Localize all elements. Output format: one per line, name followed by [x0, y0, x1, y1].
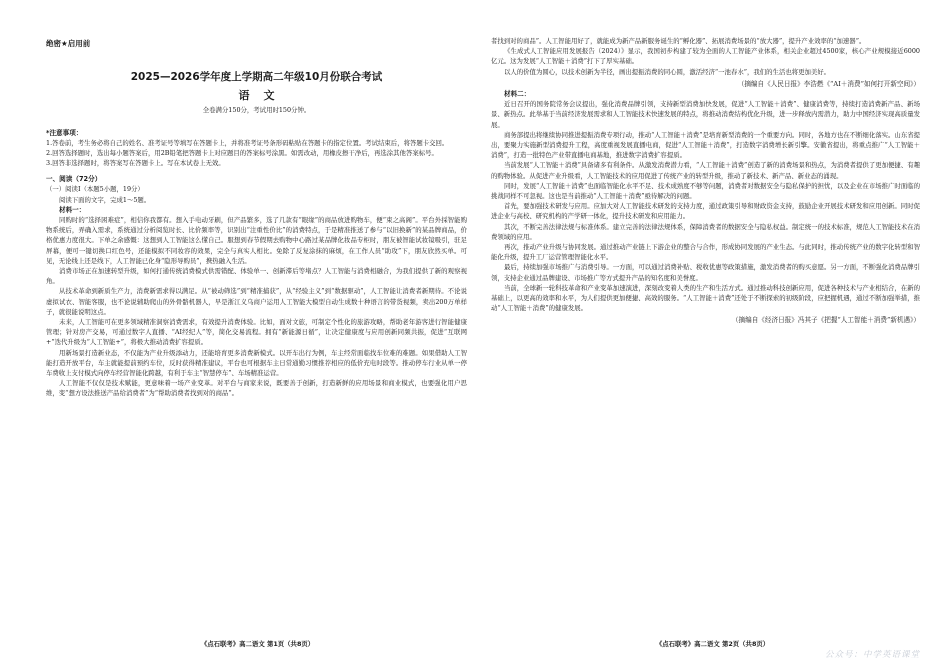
- notice-item: 2.回答选择题时，选出每小题答案后，用2B铅笔把答题卡上对应题目的答案标号涂黑。如需改动，用橡皮擦干净后，再选涂其他答案标号。: [46, 149, 438, 158]
- material-1-title: 材料一：: [59, 205, 86, 214]
- paragraph: 商务部提出将继续协同推进提振消费专项行动，推动“人工智能＋消费”是培育新型消费的一个重要方向。同时，各地方也在不断细化落实。山东省提出，要聚力实施新型消费提升工程，高度重视发展直播电商，促进“人工智能＋消费”，打造数字消费增长新引擎。安徽省提出，将重点推广“人工智能＋消费”，打造一批特色产业带直播电商基地，推进数字消费扩容提质。: [491, 130, 920, 160]
- paragraph: 最后，持续加强市场推广与消费引导。一方面，可以通过消费补贴、税收优惠等政策措施，激发消费者的购买意愿。另一方面，不断强化消费品牌引领，支持企业通过品牌建设、市场推广等方式提升产品的知名度和美誉度。: [491, 263, 920, 282]
- secret-label: 绝密★启用前: [46, 39, 91, 48]
- paragraph: 者找到对的商品”。人工智能用好了，就能成为新产品新服务诞生的“孵化器”、拓展消费场景的“放大器”，提升产业效率的“加速器”。: [491, 37, 866, 45]
- paragraph: 消费市场正在加速转型升级，如何打通传统消费模式供需错配、体验单一、创新滞后等堵点？人工智能与消费相融合，为我们提供了新的观察视角。: [46, 267, 467, 286]
- paragraph: 人工智能不仅仅是技术赋能，更意味着一场产业变革。对平台与商家来说，既要善于创新，打造新鲜的应用场景和商业模式，也要强化用户思维，变“想方设法推送产品给消费者”为“帮助消费者找到对的商品”。: [46, 379, 467, 398]
- paragraph: 未来，人工智能可在更多领域精准洞察消费需求，有效提升消费体验。比如，面对文旅，可制定个性化的旅游攻略，帮助老年游客进行智能健康管理；针对房产交易，可通过数字人直播、“AI经纪人”等，简化交易流程。拥有“新能源日循”，让决定健康度与应用创新同频共振，促进“互联网+”迭代升级为“人工智能+”，将极大推动消费扩容提质。: [46, 318, 467, 347]
- page-footer: 《点石联考》高二语文 第1页（共8页）: [200, 640, 315, 648]
- paragraph: 《生成式人工智能应用发展报告（2024）》显示，我国初步构建了较为全面的人工智能产业体系，相关企业超过4500家，核心产业规模接近6000亿元。这为发展“人工智能＋消费”打下了厚实基础。: [491, 47, 920, 66]
- source-citation: （摘编自《经济日报》冯其子《把握“人工智能＋消费”新机遇》）: [731, 316, 920, 325]
- paragraph: 当前，全球新一轮科技革命和产业变革加速演进，深刻改变着人类的生产和生活方式。通过推动科技创新应用，促进各种技术与产业相结合，在新的基础上，以更高的效率和水平，为人们提供更加便捷、高效的服务。“人工智能＋消费”还处于不断探索的初级阶段，应把握机遇，通过不断加强举措，推动“人工智能＋消费”的健康发展。: [491, 283, 920, 313]
- notice-item: 1.答卷前，考生务必将自己的姓名、准考证号等填写在答题卡上，并将准考证号条形码粘贴在答题卡的指定位置。考试结束后，将答题卡交回。: [46, 139, 449, 148]
- paragraph: 从技术革命到新质生产力，消费新需求得以满足。从“被动筛选”到“精准捕获”，从“经验主义”到“数据驱动”，人工智能让消费者新期待。不论说虚拟试衣、智能客服，也不论说辅助爬山的外骨骼机器人，早是浙江义乌商户运用人工智能大模型自动生成数十种语言的带货视频，卖出200万单样子，就很能说明这点。: [46, 287, 467, 316]
- source-citation: （摘编自《人民日报》李浩燃《“AI＋消费”如何打开新空间》）: [737, 79, 920, 88]
- paragraph: 当前发展“人工智能＋消费”具备诸多有利条件。从激发消费潜力看，“人工智能＋消费”创造了新的消费场景和热点，为消费者提供了更加便捷、有趣的购物体验。从促进产业升级看，人工智能技术的应用促进了传统产业的转型升级，推动了新技术、新产品、新业态的涌现。: [491, 161, 920, 180]
- paragraph: 近日召开的国务院常务会议提出，强化消费品牌引领，支持新型消费加快发展，促进“人工智能＋消费”、健康消费等，持续打造消费新产品、新场景、新热点。此举基于当前经济发展需求和人工智能技术快速发展的特点，将推动消费结构优化升级，进一步释放内需潜力，助力中国经济实现高质量发展。: [491, 100, 920, 129]
- exam-title: 2025—2026学年度上学期高二年级10月份联合考试: [130, 71, 383, 83]
- paragraph: 其次，不断完善法律法规与标准体系。建立完善的法律法规体系，保障消费者的数据安全与隐私权益。制定统一的技术标准，规范人工智能技术在消费领域的应用。: [491, 222, 920, 241]
- section-title: 一、阅读（72分）: [46, 175, 102, 184]
- paragraph: 同时，发展“人工智能＋消费”也面临智能化水平不足、技术成熟度不够等问题，消费者对数据安全与隐私保护的担忧，以及企业在市场推广时面临的挑战同样不可忽视。这也是当前推动“人工智能＋消费”亟待解决的问题。: [491, 181, 920, 201]
- notice-list: [46, 138, 467, 168]
- exam-info: 全卷满分150分，考试用时150分钟。: [202, 106, 311, 114]
- material-2-title: 材料二：: [504, 90, 531, 99]
- paragraph: 首先，要加强技术研发与应用。应加大对人工智能技术研发的支持力度，通过政策引导和财政资金支持，鼓励企业开展技术研发和应用创新。同时促进企业与高校、研究机构的产学研一体化，提升技术研发和应用能力。: [491, 202, 920, 221]
- notice-item: 3.回答非选择题时，将答案写在答题卡上。写在本试卷上无效。: [46, 159, 225, 168]
- subject-title: 语文: [238, 89, 289, 102]
- paragraph: 同购时的“选择困难症”，相信你我都有。想入手电动牙刷，但产品繁多，选了几款有“眼缘”的商品放进购物车，便“束之高阁”。平台外採智能购物系统后，弄确入需求，系统通过分析阅览时长、比价频率等，识别出“注重性价比”的消费特点，于是精准推送了参与“以旧换新”的某品牌商品，价格优惠力度很大。下单之余感慨：这想到人工智能这么懂自己。服想到春节假期去购物中心路过某品牌化妆品专柜时，朋友被智能试妆镜吸引，驻足屏幕，便可一键切换口红色号，还能模拟不同妆容的效果，完全与真实人相比。免除了反复涂抹的麻烦，在工作人员“助攻”下，朋友欣然买单。可见，无论线上还是线下，人工智能已化身“隐形导购员”，携热融入生活。: [46, 216, 467, 265]
- page-footer: 《点石联考》高二语文 第2页（共8页）: [655, 640, 770, 648]
- exam-page-2: [475, 0, 950, 672]
- paragraph: 用新场景打造新业态，不仅能为产业升级添动力，还能培育更多消费新模式。以开车出行为例，车主经常面临找车位难的难题。如果借助人工智能打造开放平台，车主就能提前预约车位，反时获得精准建议，平台也可根据车主日常通勤习惯推荐相应的低价充电时段等。推动停车行业从单一停车费收上支付模式向停车经营智能化跨越，有利于车主“智慧停车”、车场精准运营。: [46, 348, 467, 378]
- instruction: 阅读下面的文字，完成1～5题。: [59, 195, 151, 204]
- watermark: 公众号：中学英语课堂: [824, 650, 920, 660]
- paragraph: 再次，推动产业升级与协同发展。通过推动产业链上下游企业的整合与合作，形成协同发展的产业生态。与此同时，推动传统产业的数字化转型和智能化升级，提升工厂运营管理智能化水平。: [491, 243, 920, 262]
- notice-title: *注意事项：: [46, 129, 83, 137]
- paragraph: 以人的价值为圆心，以技术创新为半径，画出提振消费的同心圆，激活经济“一池春水”，我们的生活也将更加美好。: [504, 67, 831, 76]
- subsection-title: （一）阅读Ⅰ（本题5小题，19分）: [46, 185, 144, 194]
